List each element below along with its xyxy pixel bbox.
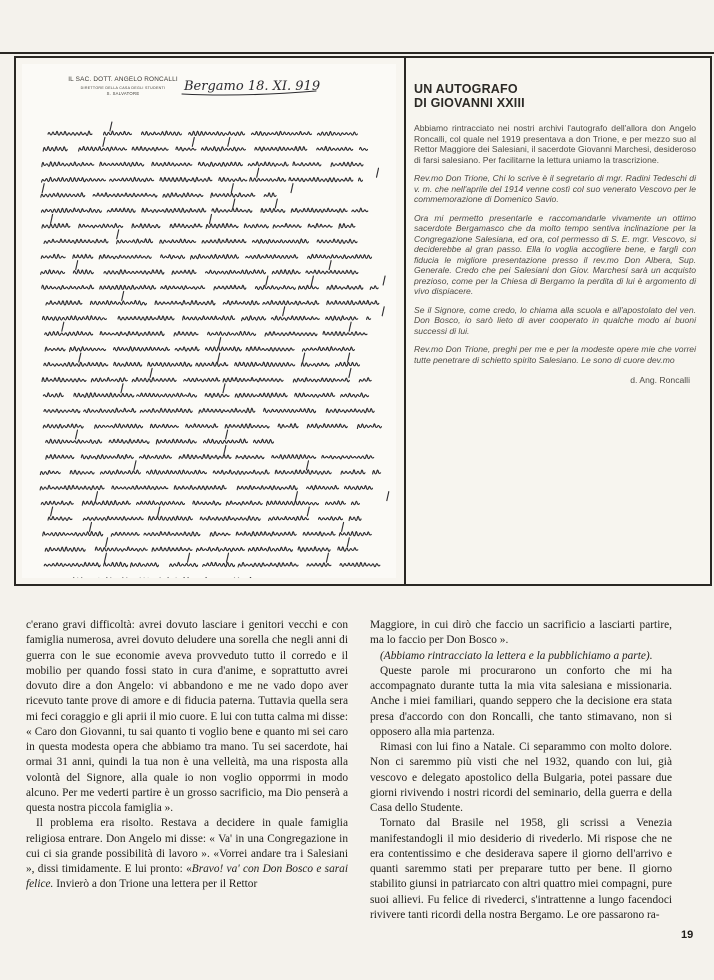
handwritten-word (199, 408, 255, 413)
handwritten-word (90, 300, 146, 304)
handwritten-word (174, 485, 226, 489)
handwritten-ascender (347, 538, 349, 547)
body-paragraph: Rimasi con lui fino a Natale. Ci separammo con molto dolore. Non ci saremmo più visti che nel 1932, quando con lui, già vescovo e delegato apostolico della Bulgaria, potei passare due giorni rivivendo i nostri ricordi del seminario, della guerra e della Casa dello Studente. (370, 741, 672, 814)
handwritten-word (184, 378, 220, 382)
handwritten-word (307, 485, 339, 489)
handwritten-word (214, 285, 246, 290)
handwritten-ascender (223, 384, 225, 393)
handwritten-word (46, 455, 74, 460)
handwritten-ascender (342, 522, 344, 531)
handwritten-word (156, 439, 196, 444)
handwritten-ascender (283, 307, 285, 316)
handwritten-ascender (76, 430, 78, 439)
handwritten-word (326, 316, 358, 320)
handwritten-word (254, 439, 274, 443)
handwritten-ascender (227, 553, 229, 562)
handwritten-word (79, 224, 123, 228)
handwritten-word (238, 562, 298, 567)
handwritten-word (317, 239, 357, 243)
handwritten-word (244, 224, 268, 228)
handwritten-word (189, 131, 245, 135)
handwritten-word (42, 162, 94, 167)
handwritten-word (170, 562, 198, 566)
handwritten-word (317, 132, 357, 136)
transcription-paragraph: Se il Signore, come credo, lo chiama alla scuola e all'apostolato del ven. Don Bosco, io sarò lieto di aver cooperato in qualche modo ai buoni successi di lui. (414, 304, 696, 336)
handwritten-word (132, 147, 168, 151)
handwritten-word (327, 285, 363, 289)
handwritten-ascender (377, 168, 379, 177)
handwritten-word (265, 332, 317, 336)
handwritten-word (263, 300, 319, 304)
handwritten-word (42, 223, 70, 228)
handwritten-word (196, 547, 244, 551)
handwritten-word (45, 547, 85, 551)
handwritten-word (211, 193, 255, 197)
handwritten-ascender (329, 261, 331, 270)
handwritten-word (352, 208, 368, 212)
handwritten-ascender (76, 261, 78, 270)
handwritten-ascender (106, 538, 108, 547)
handwritten-word (302, 347, 354, 351)
handwritten-word (74, 393, 134, 397)
handwritten-word (248, 162, 288, 166)
handwritten-word (248, 547, 292, 551)
handwritten-word (201, 147, 245, 151)
handwritten-word (48, 131, 92, 135)
handwritten-word (100, 470, 140, 474)
handwritten-word (161, 286, 205, 290)
handwritten-word (308, 223, 332, 227)
handwritten-word (95, 547, 147, 551)
handwritten-ascender (257, 168, 259, 177)
handwritten-word (246, 347, 294, 351)
body-italic-quote: Bravo! va' con Don Bosco e sarai felice. (26, 863, 348, 891)
page-number: 19 (681, 929, 694, 941)
handwritten-word (142, 131, 182, 135)
handwritten-word (44, 362, 108, 366)
handwritten-word (308, 254, 372, 258)
handwritten-word (70, 470, 94, 474)
handwritten-word (40, 471, 60, 475)
handwritten-word (246, 255, 298, 259)
autograph-frame (14, 56, 712, 586)
handwritten-word (132, 224, 160, 228)
handwritten-ascender (90, 522, 92, 531)
letterhead-place: S. SALVATORE (106, 91, 140, 96)
handwritten-ascender (387, 492, 389, 501)
handwritten-word (104, 270, 164, 274)
handwritten-word (323, 331, 367, 335)
handwritten-word (264, 408, 316, 412)
handwritten-ascender (158, 507, 160, 516)
handwritten-word (272, 455, 316, 459)
handwritten-word (339, 532, 371, 536)
letterhead-name: IL SAC. DOTT. ANGELO RONCALLI (68, 76, 178, 83)
handwritten-word (132, 378, 176, 382)
handwritten-word (291, 208, 347, 212)
handwritten-word (41, 208, 101, 212)
body-paragraph: Queste parole mi procurarono un conforto che mi ha accompagnato durante tutta la mia vita salesiana e missionaria. Anche i miei familiari, quando seppero che la decisione era stata presa d'accordo con don Roncalli, che tanto stimavano, non si opposero alla mia partenza. (370, 664, 672, 738)
handwritten-ascender (122, 291, 124, 300)
handwritten-word (331, 162, 363, 167)
handwritten-word (307, 424, 347, 428)
handwritten-word (360, 147, 368, 150)
handwritten-word (336, 362, 360, 366)
handwritten-word (91, 378, 127, 382)
transcription-paragraph: Ora mi permetto presentarle e raccomandarle vivamente un ottimo sacerdote Bergamasco che da molto tempo sentiva inclinazione per la Congregazione Salesiana, ed ora, col permesso di S. E. mgr. Vescovo, si deciderebbe al gran passo. Ella lo voglia accogliere bene, e farglì con fiducia le migliore presentazione presso il rev.mo Don Albera, Sup. Generale. Credo che pei Salesiani don Giov. Marchesi sarà un acquisto prezioso, come per la Chiesa di Bergamo la perdita di lui è argomento di vivo dispiacere. (414, 212, 696, 297)
handwritten-word (219, 178, 247, 182)
handwritten-ascender (42, 184, 44, 193)
handwritten-word (299, 285, 319, 289)
box-title-line1: UN AUTOGRAFO (414, 82, 518, 96)
handwritten-word (349, 516, 361, 520)
handwritten-word (150, 424, 178, 427)
letter-dateline: Bergamo 18. XI. 919 (184, 79, 321, 94)
transcription-signature: d. Ang. Roncalli (630, 375, 690, 386)
handwritten-word (160, 177, 212, 181)
handwritten-word (271, 316, 319, 320)
handwritten-ascender (110, 122, 112, 131)
handwritten-word (264, 193, 276, 197)
handwritten-word (144, 532, 200, 536)
editor-note-text: (Abbiamo rintracciato la lettera e la pubblichiamo a parte). (380, 649, 653, 662)
autograph-caption-box (414, 82, 696, 385)
handwritten-word (293, 378, 349, 382)
handwritten-word (176, 147, 196, 151)
body-paragraph: c'erano gravi difficoltà: avrei dovuto lasciare i genitori vecchi e con famiglia numerosa, avrei dovuto deludere una sorella che negli anni di guerra con le sue economie aveva provveduto tutto il corredo e il mobilio per quando fossi stato in cura d'anime, e soprattutto avrei dovuto dire a don Angelo: vi abbandono e me ne vado dopo aver ricevuto tante prove di amore e di fiducia paterna. Tuttavia quella sera mi feci coraggio e gli aprii il mio cuore. E lui con tutta calma mi disse: « Caro don Giovanni, tu sai quanto ti voglio bene e quanto mi sei caro in questa modesta opera che abbiamo tra mano. Tu sei sacerdote, hai ormai 31 anni, quindi la tua non è una velleità, ma una risposta alla volontà del Signore, alla quale io non voglio opporrmi in modo alcuno. Per me vederti partire è un grosso sacrificio, ma Dio penserà a questa nostra piccola famiglia ». (26, 619, 348, 814)
handwritten-word (242, 316, 266, 321)
handwritten-word (84, 408, 136, 412)
handwritten-word (44, 239, 108, 244)
handwritten-word (100, 331, 164, 335)
handwritten-word (303, 532, 335, 536)
handwritten-word (147, 470, 207, 474)
handwritten-word (42, 316, 106, 321)
handwritten-word (170, 224, 202, 228)
handwritten-word (319, 517, 343, 521)
handwritten-word (191, 254, 239, 259)
handwritten-word (118, 316, 174, 320)
handwritten-word (223, 301, 259, 305)
handwritten-word (44, 562, 100, 566)
handwritten-word (272, 270, 300, 274)
handwritten-word (237, 486, 297, 490)
box-title-line2: DI GIOVANNI XXIII (414, 96, 525, 110)
handwritten-word (203, 562, 235, 566)
handwritten-word (45, 347, 65, 351)
handwritten-word (179, 454, 231, 458)
handwritten-word (41, 193, 85, 197)
handwritten-word (341, 470, 365, 474)
handwritten-word (140, 408, 192, 412)
body-column-right (370, 618, 672, 923)
handwritten-ascender (266, 276, 268, 285)
handwritten-word (236, 532, 296, 536)
handwritten-ascender (291, 184, 293, 193)
handwritten-ascender (349, 368, 351, 377)
handwritten-word (73, 254, 93, 258)
handwritten-ascender (349, 322, 351, 331)
handwritten-word (70, 347, 106, 352)
handwritten-word (208, 331, 256, 335)
handwritten-word (317, 146, 353, 150)
handwritten-word (163, 193, 203, 197)
body-text: Invierò a don Trione una lettera per il Rettor (53, 878, 258, 891)
handwritten-ascender (218, 353, 220, 362)
handwritten-word (43, 393, 63, 397)
handwritten-ascender (295, 492, 297, 501)
handwritten-ascender (188, 553, 190, 562)
handwritten-word (104, 131, 132, 135)
handwritten-word (250, 177, 286, 181)
handwritten-word (43, 424, 83, 428)
handwritten-word (252, 239, 308, 243)
handwritten-word (204, 439, 248, 444)
handwritten-word (357, 424, 381, 429)
handwritten-ascender (51, 214, 53, 223)
body-paragraph: Tornato dal Brasile nel 1958, gli scrissi a Venezia manifestandogli il mio desiderio di rivederlo. Mi rispose che ne era contentissimo e che desiderava sapere il giorno dell'arrivo e quanti saremmo stati per preparare tutto per bene. Il giorno stabilito giunsi in patriarcato con altri quattro miei compagni, pure suoi allievi. Fu felice di rivederci, s'intrattenne a lungo facendoci rivivere tanti ricordi della nostra Bergamo. Le ore passarono ra- (370, 817, 672, 921)
handwritten-word (351, 501, 359, 505)
handwritten-ascender (104, 553, 106, 562)
handwritten-word (267, 501, 319, 505)
handwritten-word (137, 501, 185, 505)
handwritten-word (213, 470, 269, 474)
handwritten-word (196, 362, 228, 366)
handwritten-word (148, 516, 192, 520)
handwritten-word (367, 317, 371, 320)
handwritten-word (341, 393, 369, 397)
handwritten-ascender (192, 137, 194, 146)
handwritten-word (278, 424, 298, 428)
body-text: Il problema era risolto. Restava a decidere in quale famiglia religiosa entrare. Don Angelo mi disse: « Va' in una Congregazione in cui ci sia grande possibilità di lavoro ». «Vorrei andare tra i Salesiani », dissi timidamente. E lui pronto: « (26, 817, 348, 875)
handwritten-word (373, 470, 381, 474)
handwritten-word (183, 316, 235, 320)
handwritten-ascender (96, 492, 98, 501)
handwritten-word (252, 131, 312, 135)
handwritten-word (73, 270, 93, 274)
handwritten-word (99, 255, 151, 259)
handwritten-word (359, 178, 363, 181)
handwritten-word (261, 208, 285, 212)
handwritten-word (100, 285, 156, 289)
handwritten-word (41, 254, 65, 258)
handwritten-ascender (382, 307, 384, 316)
handwritten-word (104, 562, 128, 566)
handwritten-word (226, 501, 262, 505)
handwritten-word (79, 146, 127, 151)
handwritten-ascender (134, 461, 136, 470)
handwritten-word (46, 301, 82, 306)
handwritten-word (142, 208, 206, 212)
handwritten-word (289, 178, 353, 182)
handwritten-word (339, 224, 355, 229)
handwritten-word (255, 285, 295, 289)
handwritten-word (82, 501, 130, 506)
handwritten-word (206, 270, 266, 274)
box-title (414, 82, 696, 110)
frame-divider (404, 58, 406, 584)
handwritten-word (40, 485, 104, 490)
letterhead-subtitle: DIRETTORE DELLA CASA DEGLI STUDENTI (80, 86, 166, 90)
editor-note (370, 649, 672, 664)
handwritten-word (273, 223, 301, 228)
handwritten-word (174, 331, 198, 336)
handwritten-word (269, 516, 309, 520)
handwritten-ascender (307, 461, 309, 470)
handwritten-ascender (224, 445, 226, 454)
handwritten-word (42, 285, 94, 289)
handwritten-word (301, 363, 329, 367)
handwritten-ascender (51, 507, 53, 516)
handwritten-word (114, 362, 142, 366)
handwritten-word (205, 393, 229, 397)
handwritten-word (193, 501, 221, 505)
handwritten-word (210, 532, 230, 536)
handwriting-strokes (40, 91, 396, 578)
handwritten-word (236, 455, 264, 458)
handwritten-word (93, 193, 157, 197)
transcription-paragraph: Rev.mo Don Trione, Chi lo scrive è il segretario di mgr. Radini Tedeschi di v. m. che nell'aprile del 1914 venne costì col suo venerato Vescovo per le commemorazione di Domenico Savio. (414, 173, 696, 205)
handwritten-word (340, 562, 380, 566)
handwritten-ascender (348, 353, 350, 362)
handwritten-word (298, 547, 330, 552)
handwritten-word (370, 286, 378, 290)
handwritten-word (95, 424, 143, 428)
handwritten-word (111, 532, 139, 536)
handwritten-word (295, 393, 335, 397)
handwritten-word (46, 439, 102, 443)
handwritten-ascender (311, 276, 313, 285)
handwriting-svg (22, 64, 396, 578)
handwritten-word (202, 239, 246, 243)
handwritten-word (359, 378, 371, 382)
handwritten-word (109, 439, 149, 443)
handwritten-word (42, 377, 86, 381)
handwritten-word (326, 501, 346, 505)
handwritten-ascender (117, 230, 119, 239)
handwritten-word (100, 162, 144, 166)
handwritten-word (139, 455, 171, 459)
handwritten-ascender (228, 137, 230, 146)
handwritten-word (155, 300, 215, 304)
handwritten-word (81, 454, 133, 458)
body-column-left (26, 618, 348, 893)
body-paragraph (26, 816, 348, 892)
handwritten-word (41, 501, 73, 505)
handwritten-word (107, 208, 135, 212)
handwritten-ascender (326, 553, 328, 562)
handwritten-ascender (275, 199, 277, 208)
handwritten-word (327, 300, 379, 304)
handwritten-ascender (121, 384, 123, 393)
body-paragraph: Maggiore, in cui dirò che faccio un sacrificio a lasciarti partire, ma lo faccio per Don Bosco ». (370, 619, 672, 647)
handwritten-ascender (231, 184, 233, 193)
handwritten-word (198, 162, 242, 166)
handwritten-word (200, 516, 260, 520)
handwritten-ascender (79, 353, 81, 362)
handwritten-word (223, 377, 283, 381)
handwritten-word (186, 424, 218, 428)
handwritten-word (83, 516, 143, 520)
handwritten-ascender (303, 353, 305, 362)
handwritten-ascender (226, 430, 228, 439)
handwritten-word (338, 547, 358, 551)
handwritten-word (44, 409, 80, 413)
handwritten-word (152, 547, 192, 551)
handwritten-word (206, 223, 238, 228)
handwritten-word (117, 239, 153, 244)
handwritten-word (255, 147, 307, 151)
handwritten-word (112, 486, 168, 490)
handwritten-word (110, 177, 154, 181)
handwritten-word (212, 208, 252, 212)
handwritten-word (41, 270, 65, 274)
handwritten-ascender (307, 507, 309, 516)
handwritten-word (43, 147, 67, 152)
handwritten-word (175, 347, 199, 351)
handwritten-word (225, 424, 269, 428)
handwritten-word (131, 563, 159, 567)
handwritten-word (172, 270, 196, 274)
handwritten-word (43, 532, 103, 536)
handwritten-word (307, 563, 331, 567)
handwritten-word (137, 393, 197, 397)
handwritten-word (148, 362, 192, 366)
handwritten-ascender (233, 199, 235, 208)
transcription-paragraph: Rev.mo Don Trione, preghi per me e per la modeste opere mie che vorrei tutte penetrare di schietto spirito Salesiano. Le sono di cuore dev.mo (414, 344, 696, 365)
box-intro: Abbiamo rintracciato nei nostri archivi l'autografo dell'allora don Angelo Roncalli, col quale nel 1919 presentava a don Trione, e per mezzo suo al Rettor Maggiore dei Salesiani, il sacerdote Giovanni Marchesi, desideroso di farsi salesiano. Per facilitarne la lettura uniamo la trascrizione. (414, 123, 696, 165)
handwritten-ascender (103, 137, 105, 146)
handwritten-word (48, 517, 72, 521)
handwritten-word (114, 347, 170, 351)
handwritten-ascender (219, 338, 221, 347)
handwritten-word (45, 331, 93, 335)
handwritten-word (205, 347, 241, 351)
handwritten-word (42, 177, 106, 182)
handwritten-word (275, 470, 331, 474)
handwritten-word (161, 255, 185, 259)
handwritten-word (235, 362, 295, 366)
handwritten-ascender (150, 368, 152, 377)
handwritten-word (152, 162, 192, 166)
top-rule (0, 52, 714, 54)
handwritten-word (322, 455, 374, 459)
handwritten-word (345, 486, 373, 490)
handwritten-word (293, 162, 321, 166)
handwritten-ascender (62, 322, 64, 331)
handwritten-word (306, 270, 358, 274)
handwritten-ascender (383, 276, 385, 285)
handwritten-word (326, 408, 374, 412)
handwritten-word (235, 393, 287, 397)
handwritten-ascender (210, 214, 212, 223)
handwritten-letter (22, 64, 396, 578)
handwritten-word (160, 239, 196, 243)
